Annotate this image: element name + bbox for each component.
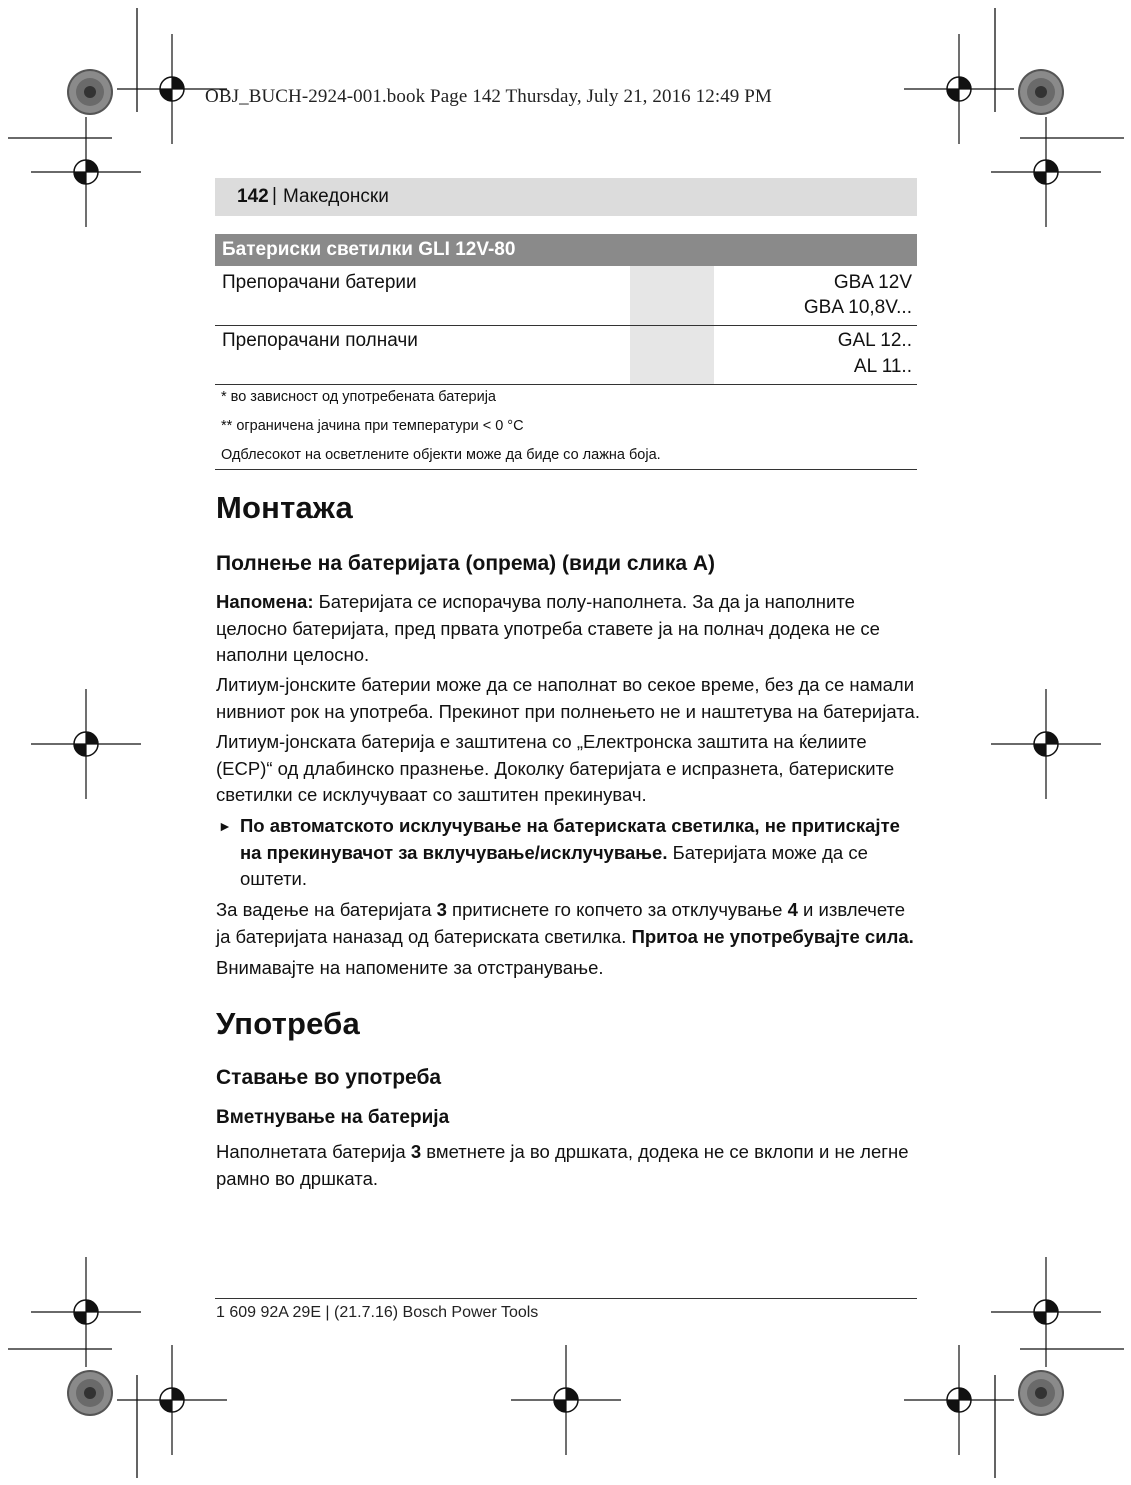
text-run: и извлечете ја батеријата наназад од батериската светилка. xyxy=(216,899,906,947)
ref-number: 3 xyxy=(410,1141,422,1162)
table-footnote: Одблесокот на осветлените објекти може да биде со лажна боја. xyxy=(221,447,661,463)
table-footnote: * во зависност од употребената батерија xyxy=(221,389,496,405)
table-title-bar xyxy=(215,234,917,266)
paragraph-note xyxy=(216,589,921,669)
table-divider xyxy=(215,384,917,385)
star-target-top-right xyxy=(1018,69,1064,115)
paragraph: Литиум-јонските батерии може да се наполнат во секое време, без да се намали нивниот рок на употреба. Прекинот при полнењето не и наштетува на батеријата. xyxy=(216,674,920,722)
note-label: Напомена: xyxy=(216,591,314,612)
table-row-label: Препорачани полначи xyxy=(222,330,418,351)
table-bottom-rule xyxy=(215,469,917,470)
paragraph: Внимавајте на напомените за отстранување. xyxy=(216,957,604,978)
paragraph: Литиум-јонската батерија е заштитена со „Електронска заштита на ќелиите (ECP)“ од длабинско празнење. Доколку батеријата е испразнета, батериските светилки се исклучуваат со заштитен прекинувач. xyxy=(216,731,895,805)
header-separator: | xyxy=(272,185,277,206)
book-info-line: OBJ_BUCH-2924-001.book Page 142 Thursday, July 21, 2016 12:49 PM xyxy=(205,86,772,107)
text-run: вметнете ја во дршката, додека не се вклопи и не легне рамно во дршката. xyxy=(216,1141,909,1189)
text-run-bold: Притоа не употребувајте сила. xyxy=(631,925,914,947)
star-target-bottom-left xyxy=(67,1370,113,1416)
page-header xyxy=(215,178,917,216)
table-row-value: GBA 12V xyxy=(833,272,912,293)
warning-bold-text: По автоматското исклучување на батериската светилка, не притискајте на прекинувачот за вклучување/исклучување. xyxy=(240,815,900,863)
footer-rule xyxy=(215,1298,917,1299)
star-target-bottom-right xyxy=(1018,1370,1064,1416)
section-heading-montaza: Монтажа xyxy=(216,490,353,525)
table-footnote: ** ограничена јачина при температури < 0 °C xyxy=(221,418,524,434)
table-row-value: GBA 10,8V... xyxy=(803,297,912,318)
ref-number: 3 xyxy=(436,899,447,920)
table-row-label: Препорачани батерии xyxy=(222,272,417,293)
warning-text: Батеријата може да се оштети. xyxy=(240,841,868,889)
language-label: Македонски xyxy=(283,186,389,207)
subsection-heading: Ставање во употреба xyxy=(216,1066,442,1089)
table-row-value: GAL 12.. xyxy=(837,330,912,351)
note-text: Батеријата се испорачува полу-наполнета. За да ја наполните целосно батеријата, пред првата употреба ставете ја на полнач додека не се наполни целосно. xyxy=(216,591,880,665)
text-run: За вадење на батеријата xyxy=(216,899,437,920)
star-target-top-left xyxy=(67,69,113,115)
section-heading-upotreba: Употреба xyxy=(216,1006,360,1041)
table-divider xyxy=(215,325,917,326)
paragraph-insert-battery xyxy=(216,1139,921,1192)
bullet-arrow-icon: ► xyxy=(218,818,232,834)
text-run: Наполнетата батерија xyxy=(216,1141,411,1162)
text-run: притиснете го копчето за отклучување xyxy=(446,899,788,920)
subsection-heading: Полнење на батеријата (опрема) (види слика A) xyxy=(216,552,716,575)
subsubsection-heading: Вметнување на батерија xyxy=(216,1107,450,1128)
table-title: Батериски светилки GLI 12V-80 xyxy=(222,239,516,260)
ref-number: 4 xyxy=(787,899,798,920)
table-row-value: AL 11.. xyxy=(853,356,912,377)
page-number: 142 xyxy=(237,186,269,207)
footer-text: 1 609 92A 29E | (21.7.16) Bosch Power Tools xyxy=(216,1304,539,1321)
paragraph-removal xyxy=(216,897,921,950)
